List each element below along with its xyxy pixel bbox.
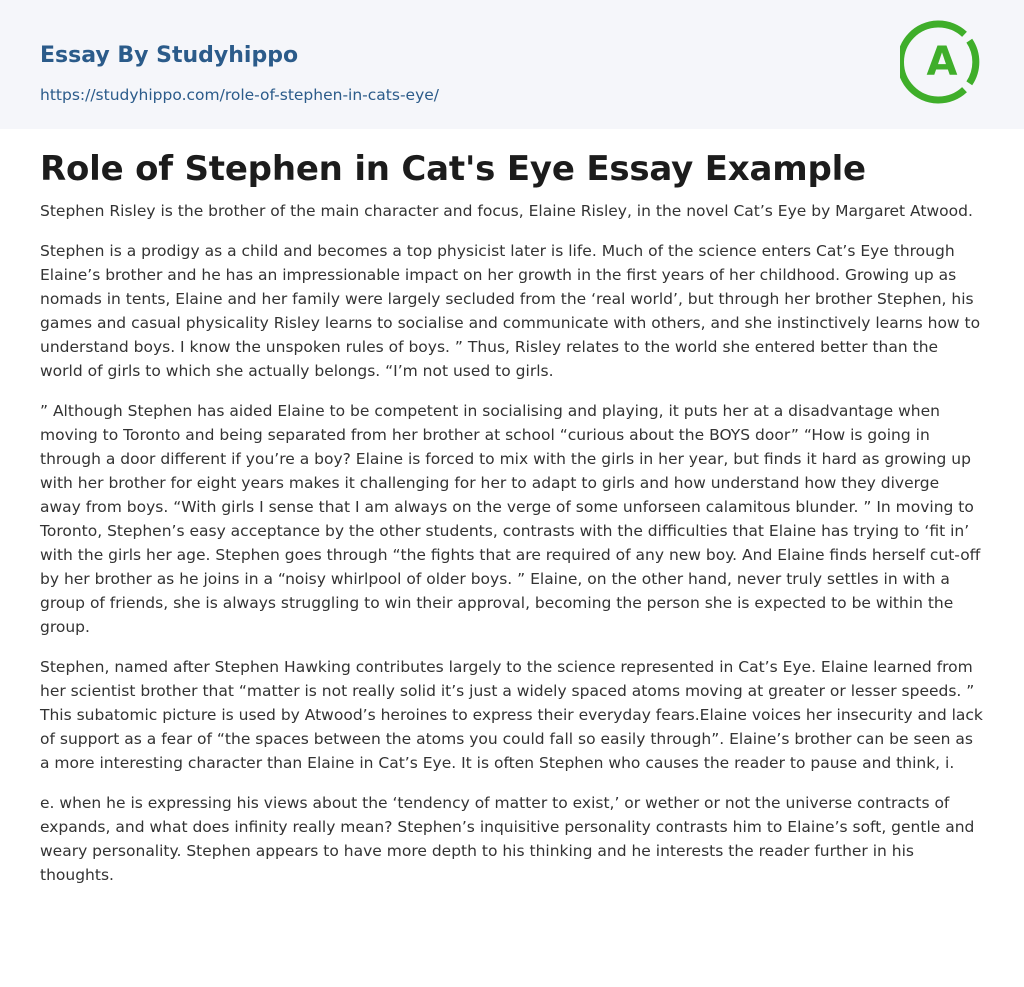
- page-url-link[interactable]: https://studyhippo.com/role-of-stephen-in-cats-eye/: [40, 86, 440, 104]
- site-title: Essay By Studyhippo: [40, 43, 299, 68]
- logo-letter: A: [926, 39, 958, 85]
- paragraph-4: Stephen, named after Stephen Hawking contributes largely to the science represented in Cat’s Eye. Elaine learned from her scientist brother that “matter is not really solid it’s just a widely spaced atoms moving at greater or lesser speeds. ” This subatomic picture is used by Atwood’s heroines to express their everyday fears.Elaine voices her insecurity and lack of support as a fear of “the spaces between the atoms you could fall so easily through”. Elaine’s brother can be seen as a more interesting character than Elaine in Cat’s Eye. It is often Stephen who causes the reader to pause and think, i.: [40, 658, 983, 772]
- page-title: Role of Stephen in Cat's Eye Essay Example: [40, 149, 866, 189]
- studyhippo-logo[interactable]: [900, 20, 984, 104]
- site-header: [0, 0, 1024, 129]
- paragraph-5: e. when he is expressing his views about the ‘tendency of matter to exist,’ or wether or not the universe contracts of expands, and what does infinity really mean? Stephen’s inquisitive personality contrasts him to Elaine’s soft, gentle and weary personality. Stephen appears to have more depth to his thinking and he interests the reader further in his thoughts.: [40, 794, 975, 884]
- paragraph-1: Stephen Risley is the brother of the main character and focus, Elaine Risley, in the novel Cat’s Eye by Margaret Atwood.: [40, 202, 973, 220]
- paragraph-2: Stephen is a prodigy as a child and becomes a top physicist later is life. Much of the science enters Cat’s Eye through Elaine’s brother and he has an impressionable impact on her growth in the first years of her childhood. Growing up as nomads in tents, Elaine and her family were largely secluded from the ‘real world’, but through her brother Stephen, his games and casual physicality Risley learns to socialise and communicate with others, and she instinctively learns how to understand boys. I know the unspoken rules of boys. ” Thus, Risley relates to the world she entered better than the world of girls to which she actually belongs. “I’m not used to girls.: [40, 242, 981, 380]
- article: [0, 129, 1024, 887]
- paragraph-3: ” Although Stephen has aided Elaine to be competent in socialising and playing, it puts her at a disadvantage when moving to Toronto and being separated from her brother at school “curious about the BOYS door” “How is going in through a door different if you’re a boy? Elaine is forced to mix with the girls in her year, but finds it hard as growing up with her brother for eight years makes it challenging for her to adapt to girls and how understand how they diverge away from boys. “With girls I sense that I am always on the verge of some unforseen calamitous blunder. ” In moving to Toronto, Stephen’s easy acceptance by the other students, contrasts with the difficulties that Elaine has trying to ‘fit in’ with the girls her age. Stephen goes through “the fights that are required of any new boy. And Elaine finds herself cut-off by her brother as he joins in a “noisy whirlpool of older boys. ” Elaine, on the other hand, never truly settles in with a group of friends, she is always struggling to win their approval, becoming the person she is expected to be within the group.: [40, 402, 981, 636]
